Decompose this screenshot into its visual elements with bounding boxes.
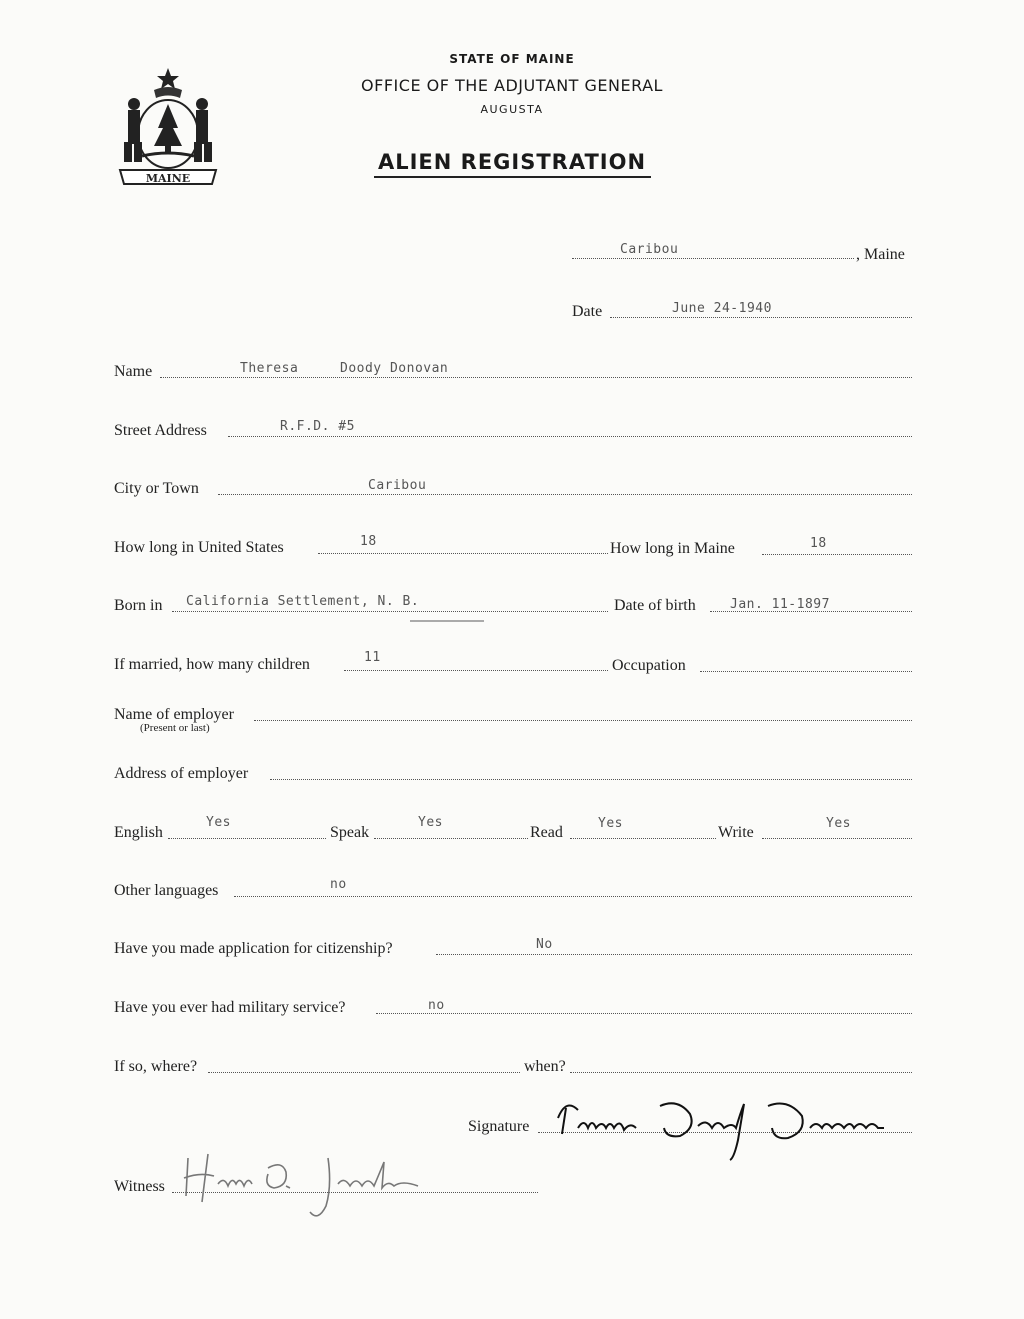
employer-address-dotline [270,779,912,780]
read-dotline [570,838,716,839]
read-value: Yes [598,816,623,831]
header-state: STATE OF MAINE [449,52,575,66]
city-dotline [218,494,912,495]
born-in-pencil-mark [410,620,484,622]
born-in-label: Born in [114,597,163,614]
military-label: Have you ever had military service? [114,999,346,1016]
write-label: Write [718,824,754,841]
military-dotline [376,1013,912,1014]
signature-handwriting-icon [548,1088,908,1170]
city-value: Caribou [368,478,427,493]
children-value: 11 [364,650,381,665]
place-dotline [572,258,854,259]
employer-name-dotline [254,720,912,721]
other-languages-dotline [234,896,912,897]
form-title: ALIEN REGISTRATION [377,150,647,174]
occupation-label: Occupation [612,657,686,674]
citizenship-dotline [436,954,912,955]
born-in-dotline [172,611,608,612]
english-dotline [168,838,326,839]
speak-label: Speak [330,824,370,841]
name-value-first: Theresa [240,361,299,376]
speak-value: Yes [418,815,443,830]
employer-name-label: Name of employer [114,706,234,723]
name-value-rest: Doody Donovan [340,361,449,376]
citizenship-label: Have you made application for citizenship? [114,940,393,957]
header-city: AUGUSTA [480,103,544,116]
occupation-dotline [700,671,912,672]
where-dotline [208,1072,520,1073]
signature-label: Signature [468,1118,530,1135]
street-dotline [228,436,912,437]
employer-name-sublabel: (Present or last) [140,722,210,734]
date-dotline [610,317,912,318]
employer-address-label: Address of employer [114,765,249,782]
name-label: Name [114,363,153,380]
maine-years-value: 18 [810,536,827,551]
other-languages-label: Other languages [114,882,219,899]
witness-handwriting-icon [178,1146,438,1226]
read-label: Read [530,824,563,841]
english-label: English [114,824,163,841]
write-value: Yes [826,816,851,831]
date-label: Date [572,303,603,320]
us-years-label: How long in United States [114,539,284,556]
dob-value: Jan. 11-1897 [730,597,830,612]
citizenship-value: No [536,937,553,952]
header-office: OFFICE OF THE ADJUTANT GENERAL [361,76,663,95]
military-value: no [428,998,445,1013]
dob-label: Date of birth [614,597,696,614]
write-dotline [762,838,912,839]
street-label: Street Address [114,422,207,439]
maine-years-label: How long in Maine [610,540,735,557]
witness-label: Witness [114,1178,165,1195]
seal-text: MAINE [145,172,191,185]
maine-years-dotline [762,554,912,555]
born-in-value: California Settlement, N. B. [186,594,420,609]
children-dotline [344,670,608,671]
street-value: R.F.D. #5 [280,419,355,434]
us-years-value: 18 [360,534,377,549]
place-suffix: , Maine [856,246,905,263]
date-value: June 24-1940 [672,301,772,316]
children-label: If married, how many children [114,656,310,673]
title-underline [374,176,651,178]
speak-dotline [374,838,528,839]
where-label: If so, where? [114,1058,198,1075]
other-languages-value: no [330,877,347,892]
us-years-dotline [318,553,608,554]
name-dotline [160,377,912,378]
when-label: when? [524,1058,566,1075]
when-dotline [570,1072,912,1073]
english-value: Yes [206,815,231,830]
place-value: Caribou [620,242,679,257]
city-label: City or Town [114,480,199,497]
